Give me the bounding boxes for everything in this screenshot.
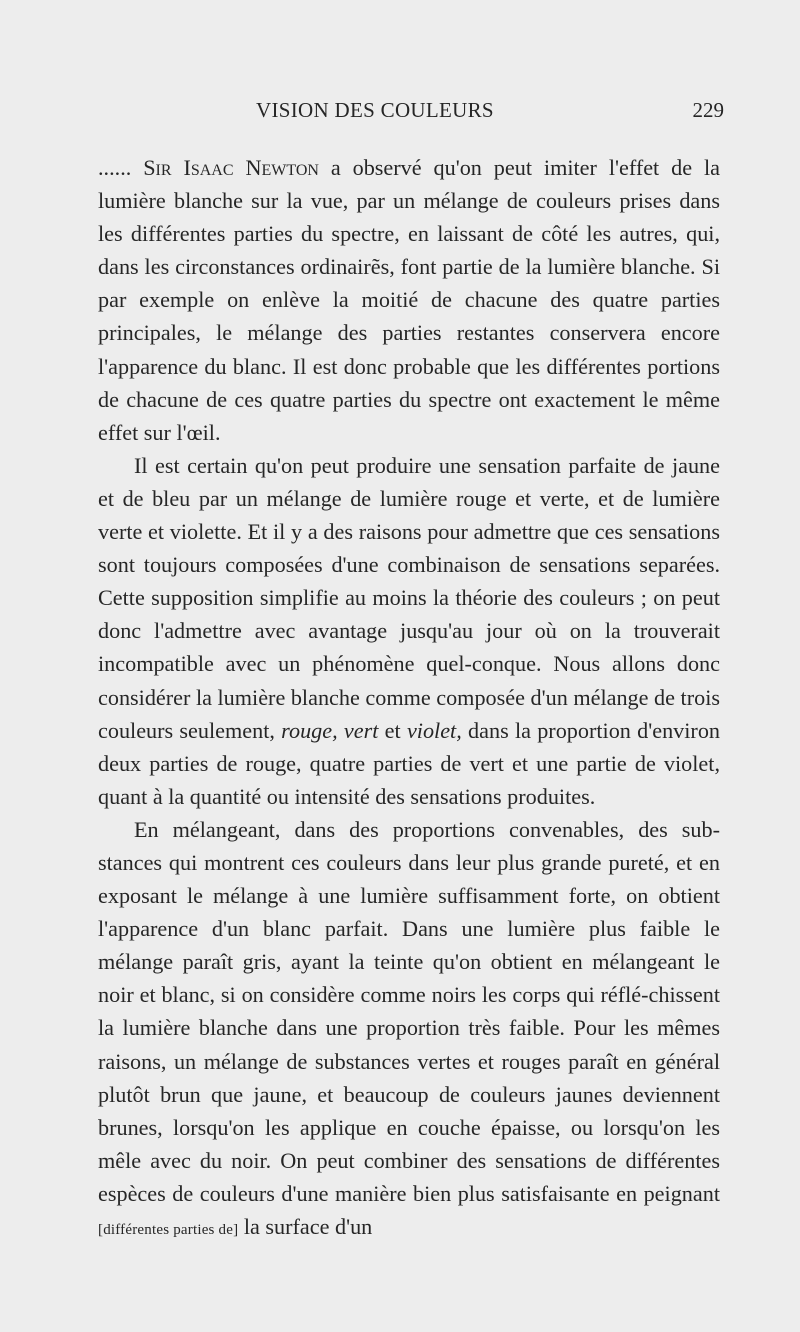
page-number: 229 (692, 98, 724, 122)
bracketed-insertion: [différentes parties de] (98, 1222, 239, 1238)
paragraph-2-text-a: Il est certain qu'on peut produire une sensation parfaite de jaune et de bleu par un mélange de lumière rouge et verte, et de lumière verte et violette. Et il y a des raisons pour admettre que ces sensations sont toujours composées d'une combinaison de sensations separées. Cette supposition simplifie au moins la théorie des couleurs ; on peut donc l'admettre avec avantage jusqu'au jour où on la trouverait incompatible avec un phénomène quel-conque. Nous allons donc considérer la lumière blanche comme composée d'un mélange de trois couleurs seulement, (98, 452, 720, 743)
paragraph-2-text-b: et (378, 717, 407, 743)
author-name: Sir Isaac Newton (143, 155, 319, 180)
body-text (98, 151, 720, 1247)
paragraph-3-text-b: la surface d'un (238, 1214, 373, 1239)
paragraph-1-text: a observé qu'on peut imiter l'effet de la lumière blanche sur la vue, par un mélange de couleurs prises dans les différentes parties du spectre, en laissant de côté les autres, qui, dans les circonstances ordinairẽs, font partie de la lumière blanche. Si par exemple on enlève la moitié de chacune des quatre parties principales, le mélange des parties restantes conservera encore l'apparence du blanc. Il est donc probable que les différentes portions de chacune de ces quatre parties du spectre ont exactement le même effet sur l'œil. (98, 155, 721, 445)
paragraph-1 (98, 151, 720, 449)
paragraph-2 (98, 449, 720, 813)
paragraph-2-text-c: dans la proportion d'environ deux parties de rouge, quatre parties de vert et une partie de violet, quant à la quantité ou intensité des sensations produites. (98, 717, 721, 809)
paragraph-3 (98, 813, 720, 1247)
paragraph-3-text-a: En mélangeant, dans des proportions convenables, des sub-stances qui montrent ces couleurs dans leur plus grande pureté, et en exposant le mélange à une lumière suffisamment forte, on obtient l'apparence d'un blanc parfait. Dans une lumière plus faible le mélange paraît gris, ayant la teinte qu'on obtient en mélangeant le noir et blanc, si on considère comme noirs les corps qui réflé-chissent la lumière blanche dans une proportion très faible. Pour les mêmes raisons, un mélange de substances vertes et rouges paraît en général plutôt brun que jaune, et beaucoup de couleurs jaunes deviennent brunes, lorsqu'on les applique en couche épaisse, ou lorsqu'on les mêle avec du noir. On peut combiner des sensations de différentes espèces de couleurs d'une manière bien plus satisfaisante en peignant (98, 816, 720, 1206)
emphasis-rouge-vert: rouge, vert (281, 717, 379, 743)
lead-dots: ...... (98, 155, 132, 180)
running-title: VISION DES COULEURS (256, 98, 494, 122)
emphasis-violet: violet, (406, 717, 462, 743)
page-header (256, 95, 724, 125)
